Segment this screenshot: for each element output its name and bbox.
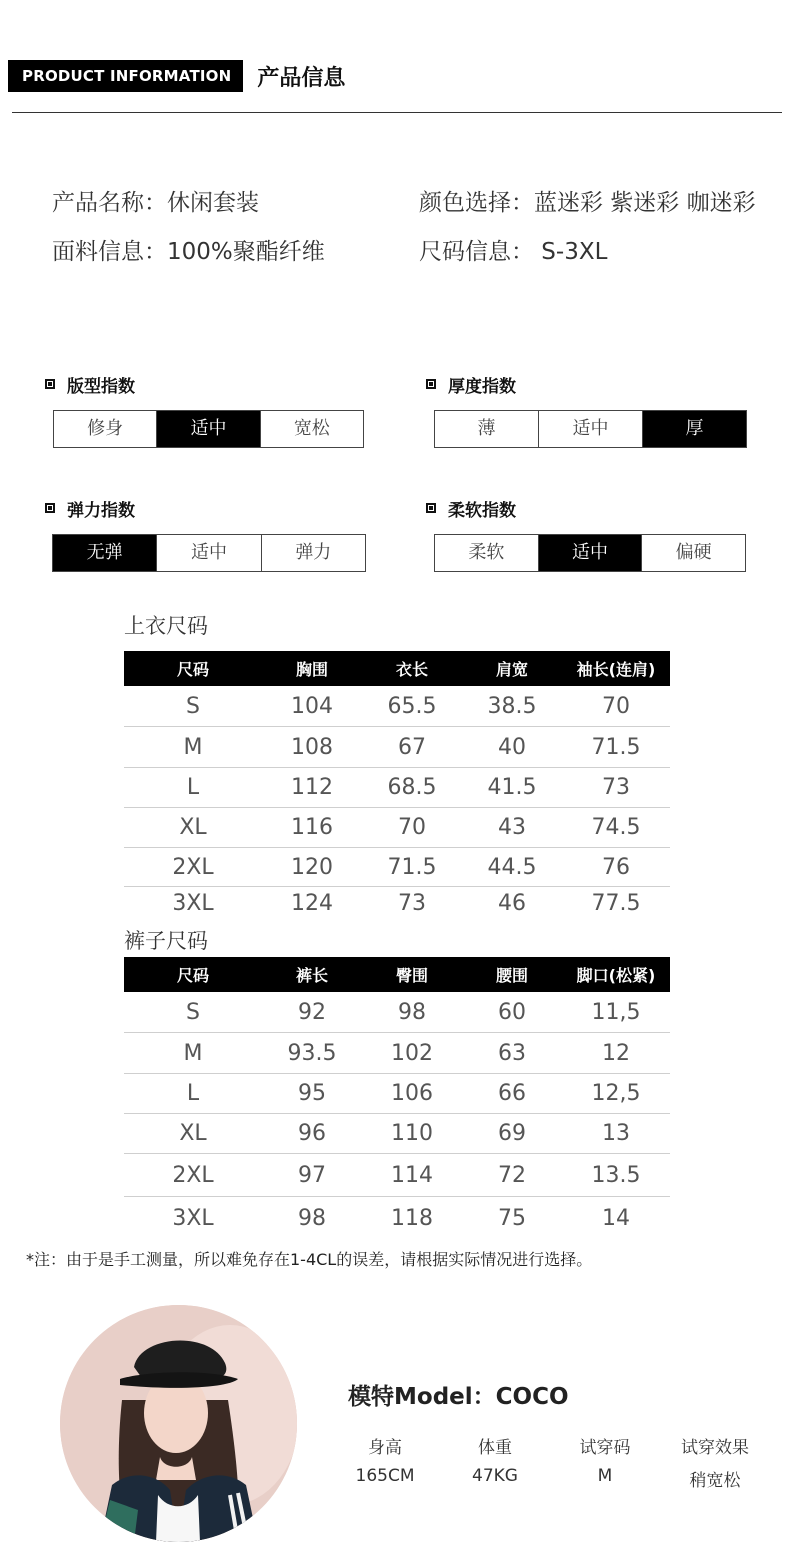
- index-label: 版型指数: [67, 376, 135, 397]
- header-badge: PRODUCT INFORMATION: [8, 60, 243, 92]
- table-cell: 73: [602, 775, 630, 800]
- table-cell: 104: [291, 693, 333, 719]
- table-cell: L: [186, 1081, 200, 1106]
- index-options: [52, 534, 366, 572]
- fabric-info: 面料信息：100%聚酯纤维: [52, 239, 325, 265]
- table-cell: M: [183, 734, 203, 760]
- table-row: [124, 1154, 670, 1197]
- bullet-icon: [426, 379, 436, 389]
- table-row: [124, 727, 670, 768]
- table-cell: 63: [498, 1040, 526, 1066]
- model-fit-value: 稍宽松: [689, 1471, 741, 1491]
- table-cell: 43: [498, 815, 526, 840]
- table-cell: 71.5: [591, 734, 641, 760]
- table-cell: 38.5: [487, 693, 537, 719]
- header-title: 产品信息: [257, 65, 346, 91]
- header-divider: [12, 112, 782, 113]
- model-specs: [330, 1433, 770, 1491]
- table-cell: 68.5: [387, 775, 437, 800]
- index-label: 弹力指数: [67, 500, 135, 521]
- size-info: 尺码信息： S-3XL: [419, 239, 608, 265]
- model-size-label: 试穿码: [579, 1438, 631, 1458]
- table-header: [124, 651, 670, 686]
- table-cell: 65.5: [387, 693, 437, 719]
- table-row: [124, 848, 670, 887]
- table-cell: 74.5: [591, 815, 641, 840]
- column-header: 脚口(松紧): [576, 966, 656, 985]
- elasticity-index: [45, 497, 366, 572]
- table-cell: 3XL: [172, 1206, 214, 1231]
- product-name: 产品名称：休闲套装: [52, 190, 259, 216]
- table-cell: 95: [298, 1081, 326, 1106]
- index-option: 适中: [157, 535, 261, 571]
- table-cell: 112: [291, 775, 333, 800]
- index-option-selected: 厚: [643, 411, 746, 447]
- table-cell: 69: [498, 1121, 526, 1146]
- thickness-index: [426, 373, 747, 448]
- table-cell: 14: [602, 1206, 630, 1231]
- table-row: [124, 1074, 670, 1114]
- index-option: 薄: [435, 411, 539, 447]
- table-row: [124, 1033, 670, 1074]
- table-cell: 102: [391, 1040, 433, 1066]
- table-cell: 120: [291, 854, 333, 880]
- index-options: [434, 534, 746, 572]
- index-option-selected: 适中: [539, 535, 643, 571]
- table-row: [124, 887, 670, 920]
- model-fit-label: 试穿效果: [681, 1438, 749, 1458]
- table-cell: 98: [398, 999, 426, 1025]
- index-options: [434, 410, 747, 448]
- table-cell: 114: [391, 1162, 433, 1188]
- index-option: 宽松: [261, 411, 363, 447]
- column-header: 肩宽: [495, 660, 528, 679]
- table-cell: 13.5: [591, 1162, 641, 1188]
- table-cell: 116: [291, 815, 333, 840]
- column-header: 腰围: [495, 966, 528, 985]
- table-cell: 70: [602, 693, 630, 719]
- index-option: 修身: [54, 411, 157, 447]
- table-row: [124, 768, 670, 808]
- table-cell: 60: [498, 999, 526, 1025]
- table-cell: 3XL: [172, 891, 214, 916]
- model-height-value: 165CM: [355, 1466, 415, 1486]
- section-header: [8, 60, 345, 92]
- table-cell: 73: [398, 891, 426, 916]
- table-cell: 77.5: [591, 891, 641, 916]
- table-cell: M: [183, 1040, 203, 1066]
- pants-table-title: 裤子尺码: [124, 929, 208, 953]
- table-cell: L: [186, 775, 200, 800]
- table-row: [124, 1114, 670, 1154]
- table-cell: 2XL: [172, 854, 214, 880]
- table-cell: 13: [602, 1121, 630, 1146]
- model-weight-value: 47KG: [472, 1466, 518, 1486]
- model-size-value: M: [597, 1466, 613, 1486]
- index-option: 柔软: [435, 535, 539, 571]
- table-header: [124, 957, 670, 992]
- measurement-note: *注：由于是手工测量，所以难免存在1-4CL的误差，请根据实际情况进行选择。: [26, 1250, 593, 1269]
- table-cell: 46: [498, 891, 526, 916]
- table-cell: 75: [498, 1206, 526, 1231]
- bullet-icon: [426, 503, 436, 513]
- table-cell: XL: [179, 815, 207, 840]
- index-options: [53, 410, 364, 448]
- index-option: 适中: [539, 411, 643, 447]
- table-cell: 71.5: [387, 854, 437, 880]
- model-weight-label: 体重: [478, 1438, 512, 1458]
- model-title: 模特Model：COCO: [348, 1384, 569, 1410]
- table-cell: XL: [179, 1121, 207, 1146]
- table-cell: 72: [498, 1162, 526, 1188]
- index-label: 厚度指数: [448, 376, 516, 397]
- table-cell: 11,5: [591, 999, 641, 1025]
- table-row: [124, 808, 670, 848]
- column-header: 尺码: [176, 966, 209, 985]
- column-header: 尺码: [176, 660, 209, 679]
- table-cell: 108: [291, 734, 333, 760]
- table-cell: 118: [391, 1206, 433, 1231]
- table-cell: S: [186, 693, 200, 719]
- bullet-icon: [45, 379, 55, 389]
- top-size-table: [124, 651, 670, 920]
- table-cell: 97: [298, 1162, 326, 1188]
- table-cell: 2XL: [172, 1162, 214, 1188]
- pants-size-table: [124, 957, 670, 1240]
- table-cell: 110: [391, 1121, 433, 1146]
- table-cell: 41.5: [487, 775, 537, 800]
- index-label: 柔软指数: [448, 500, 516, 521]
- table-cell: 93.5: [287, 1040, 337, 1066]
- table-cell: S: [186, 999, 200, 1025]
- table-cell: 98: [298, 1206, 326, 1231]
- table-cell: 44.5: [487, 854, 537, 880]
- table-cell: 76: [602, 854, 630, 880]
- column-header: 胸围: [295, 660, 328, 679]
- table-cell: 40: [498, 734, 526, 760]
- column-header: 裤长: [295, 966, 328, 985]
- table-cell: 12: [602, 1040, 630, 1066]
- softness-index: [426, 497, 746, 572]
- table-row: [124, 992, 670, 1033]
- column-header: 衣长: [395, 660, 428, 679]
- table-row: [124, 686, 670, 727]
- index-option: 弹力: [262, 535, 365, 571]
- column-header: 袖长(连肩): [576, 660, 656, 679]
- color-options: 颜色选择：蓝迷彩 紫迷彩 咖迷彩: [419, 190, 756, 216]
- index-option: 偏硬: [642, 535, 745, 571]
- table-cell: 70: [398, 815, 426, 840]
- table-cell: 124: [291, 891, 333, 916]
- column-header: 臀围: [395, 966, 428, 985]
- table-cell: 67: [398, 734, 426, 760]
- table-row: [124, 1197, 670, 1240]
- table-cell: 92: [298, 999, 326, 1025]
- top-table-title: 上衣尺码: [124, 614, 208, 638]
- model-height-label: 身高: [368, 1438, 402, 1458]
- model-photo: [60, 1305, 297, 1542]
- model-illustration: [60, 1305, 297, 1542]
- table-cell: 12,5: [591, 1081, 641, 1106]
- table-cell: 66: [498, 1081, 526, 1106]
- index-option-selected: 无弹: [53, 535, 157, 571]
- index-option-selected: 适中: [157, 411, 260, 447]
- fit-index: [45, 373, 364, 448]
- table-cell: 96: [298, 1121, 326, 1146]
- bullet-icon: [45, 503, 55, 513]
- table-cell: 106: [391, 1081, 433, 1106]
